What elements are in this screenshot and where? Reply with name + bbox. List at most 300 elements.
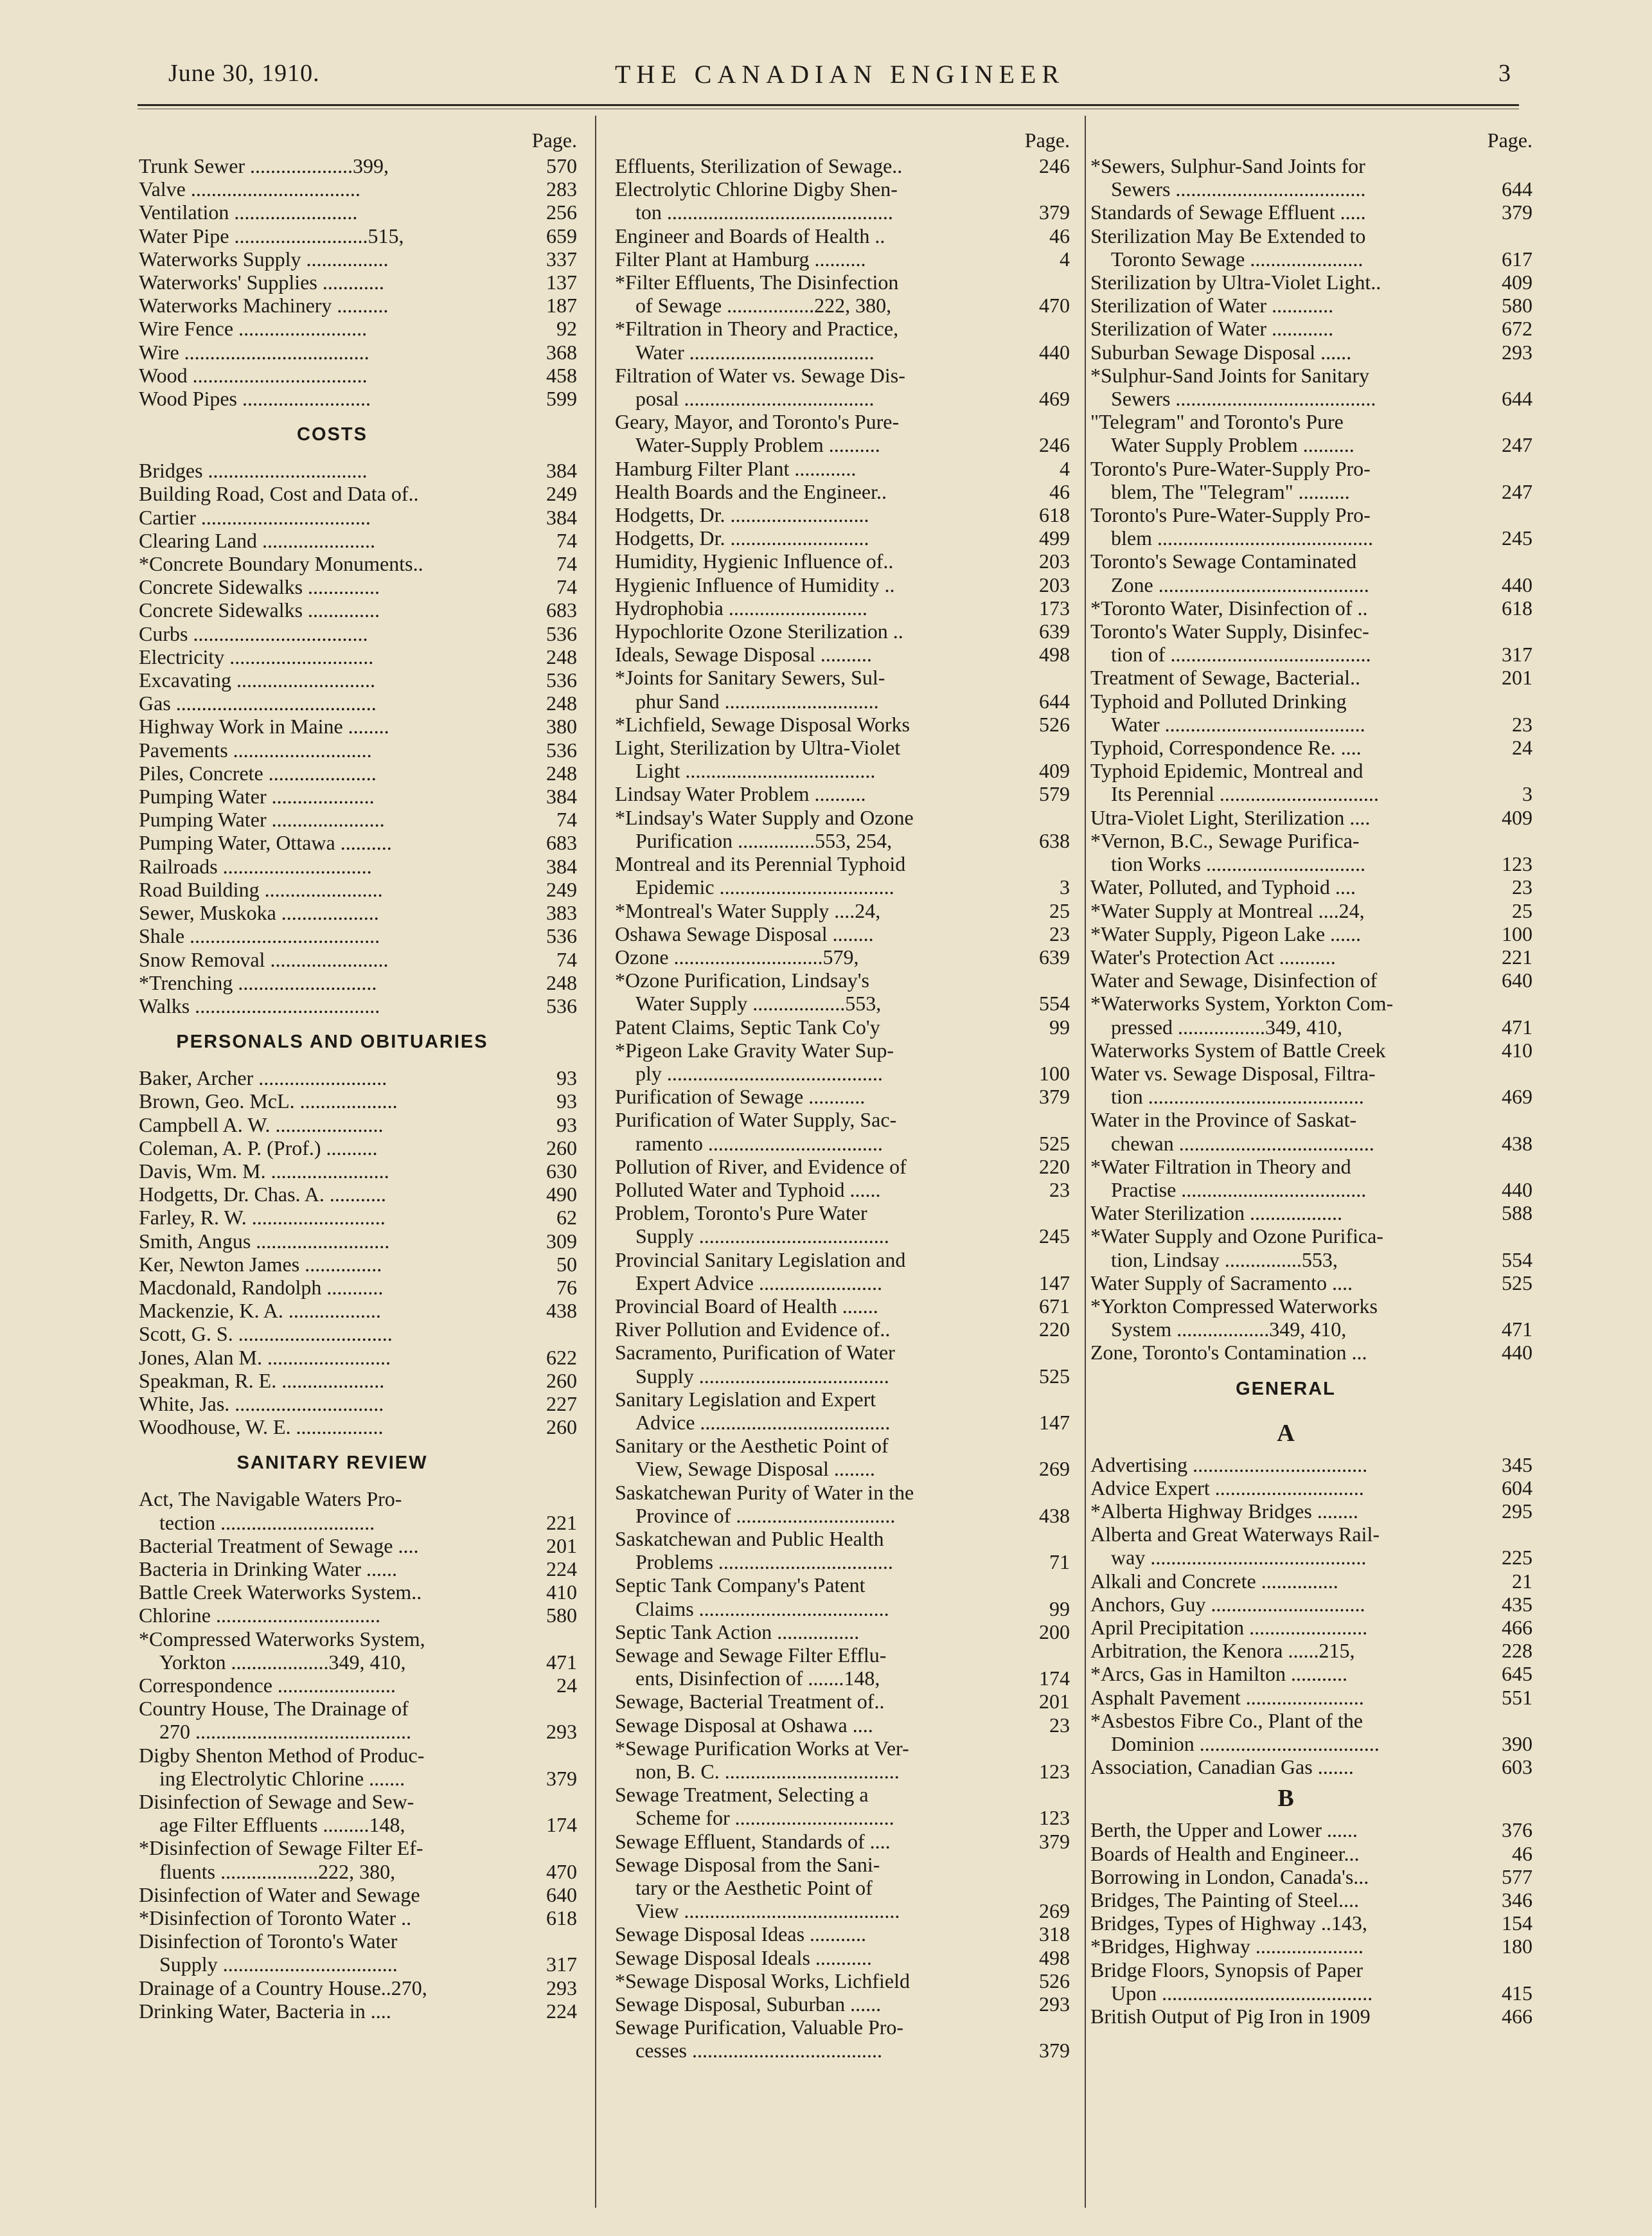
index-entry	[1090, 1453, 1532, 1476]
entry-page-number: 224	[546, 1999, 577, 2023]
entry-text: age Filter Effluents .........148,	[139, 1813, 405, 1837]
index-entry	[1090, 736, 1532, 759]
entry-page-number: 440	[1039, 340, 1070, 364]
entry-page-number: 224	[546, 1557, 577, 1580]
entry-text: Sewage Treatment, Selecting a	[615, 1783, 869, 1807]
entry-text: Supply ..................................	[139, 1953, 398, 1976]
entry-text: Problem, Toronto's Pure Water	[615, 1201, 867, 1225]
entry-page-number: 644	[1502, 177, 1532, 201]
entry-page-number: 260	[546, 1368, 577, 1392]
index-entry	[139, 1206, 577, 1229]
entry-page-number: 123	[1502, 852, 1532, 876]
entry-text: Valve .................................	[139, 177, 360, 201]
entry-page-number: 174	[1039, 1667, 1070, 1690]
entry-text: tection ..............................	[139, 1510, 375, 1534]
index-entry	[139, 247, 577, 271]
entry-page-number: 245	[1502, 526, 1532, 550]
entry-page-number: 293	[546, 1976, 577, 1999]
index-entry	[1090, 922, 1532, 945]
index-entry	[139, 1183, 577, 1206]
entry-text: Sewers .....................................	[1090, 177, 1366, 201]
index-entry	[1090, 247, 1532, 271]
entry-text: Hygienic Influence of Humidity ..	[615, 573, 895, 596]
entry-text: *Water Filtration in Theory and	[1090, 1154, 1351, 1178]
entry-page-number: 659	[546, 224, 577, 247]
entry-page-number: 640	[1502, 969, 1532, 992]
entry-text: Drainage of a Country House..270,	[139, 1976, 427, 1999]
entry-page-number: 415	[1502, 1981, 1532, 2005]
entry-text: Health Boards and the Engineer..	[615, 479, 887, 503]
entry-text: Pavements ...........................	[139, 738, 372, 762]
index-entry	[615, 1481, 1070, 1504]
index-entry	[615, 224, 1070, 247]
entry-page-number: 525	[1039, 1131, 1070, 1155]
index-entry	[139, 1883, 577, 1906]
entry-page-number: 62	[556, 1206, 577, 1230]
index-entry	[139, 901, 577, 924]
entry-page-number: 99	[1049, 1015, 1070, 1039]
index-entry	[139, 341, 577, 364]
index-entry	[615, 1504, 1070, 1527]
entry-text: Hodgetts, Dr. ...........................	[615, 503, 869, 527]
index-entry	[1090, 1709, 1532, 1732]
letter-heading: B	[1277, 1785, 1294, 1812]
index-entry	[139, 855, 577, 878]
entry-text: Saskatchewan and Public Health	[615, 1526, 884, 1550]
entry-page-number: 599	[546, 387, 577, 411]
entry-text: tary or the Aesthetic Point of	[615, 1876, 873, 1900]
index-entry	[615, 341, 1070, 364]
entry-text: Coleman, A. P. (Prof.) ..........	[139, 1136, 378, 1159]
section-heading: PERSONALS AND OBITUARIES	[176, 1032, 488, 1053]
entry-text: Woodhouse, W. E. .................	[139, 1415, 384, 1439]
index-entry	[615, 1760, 1070, 1783]
entry-text: Battle Creek Waterworks System..	[139, 1580, 422, 1604]
index-column-3	[1090, 126, 1532, 2208]
index-entry	[139, 1534, 577, 1557]
index-entry	[615, 875, 1070, 899]
entry-text: Ozone .............................579,	[615, 945, 859, 969]
index-entry	[1090, 1888, 1532, 1911]
entry-page-number: 618	[1502, 596, 1532, 620]
index-entry	[615, 1388, 1070, 1411]
entry-text: Digby Shenton Method of Produc-	[139, 1743, 425, 1767]
index-entry	[139, 1487, 577, 1510]
entry-page-number: 318	[1039, 1922, 1070, 1946]
index-entry	[615, 480, 1070, 503]
index-entry	[1090, 480, 1532, 503]
index-entry	[615, 1224, 1070, 1248]
entry-page-number: 137	[546, 271, 577, 294]
entry-page-number: 526	[1039, 712, 1070, 736]
index-entry	[139, 1627, 577, 1650]
entry-page-number: 580	[1502, 294, 1532, 318]
entry-page-number: 200	[1039, 1620, 1070, 1643]
index-entry	[139, 224, 577, 247]
entry-text: cesses .....................................	[615, 2039, 882, 2062]
index-entry	[139, 1744, 577, 1767]
index-entry	[615, 992, 1070, 1015]
index-entry	[139, 831, 577, 854]
entry-page-number: 147	[1039, 1271, 1070, 1294]
entry-text: *Filter Effluents, The Disinfection	[615, 271, 899, 294]
entry-page-number: 180	[1502, 1935, 1532, 1958]
entry-text: *Sewers, Sulphur-Sand Joints for	[1090, 154, 1365, 177]
entry-text: Claims .....................................	[615, 1597, 889, 1620]
entry-text: way ..........................................	[1090, 1546, 1367, 1570]
index-entry	[1090, 1755, 1532, 1778]
index-entry	[139, 177, 577, 201]
index-entry	[1090, 1865, 1532, 1888]
entry-text: Pumping Water, Ottawa ..........	[139, 831, 392, 855]
index-entry	[615, 1922, 1070, 1945]
entry-text: non, B. C. ..................................	[615, 1760, 900, 1784]
index-entry	[139, 1860, 577, 1883]
entry-page-number: 3	[1522, 782, 1532, 806]
entry-text: Mackenzie, K. A. ..................	[139, 1299, 381, 1323]
entry-page-number: 622	[546, 1345, 577, 1369]
index-entry	[615, 1364, 1070, 1388]
entry-page-number: 409	[1502, 805, 1532, 829]
entry-text: Wood Pipes .........................	[139, 387, 371, 411]
index-entry	[615, 387, 1070, 410]
entry-text: Sewage Disposal Ideas ...........	[615, 1922, 867, 1946]
entry-text: April Precipitation .......................	[1090, 1615, 1368, 1639]
entry-page-number: 577	[1502, 1865, 1532, 1888]
entry-page-number: 536	[546, 668, 577, 692]
entry-page-number: 93	[556, 1066, 577, 1090]
entry-text: *Asbestos Fibre Co., Plant of the	[1090, 1708, 1363, 1732]
entry-page-number: 74	[556, 575, 577, 599]
entry-page-number: 603	[1502, 1755, 1532, 1779]
index-entry	[615, 550, 1070, 573]
entry-text: *Lichfield, Sewage Disposal Works	[615, 712, 910, 736]
entry-page-number: 260	[546, 1415, 577, 1439]
entry-text: Sanitary or the Aesthetic Point of	[615, 1434, 889, 1458]
index-entry	[139, 1906, 577, 1929]
index-entry	[139, 1813, 577, 1836]
index-entry	[139, 1720, 577, 1743]
entry-text: Advice Expert .............................	[1090, 1476, 1364, 1499]
entry-page-number: 379	[1039, 2039, 1070, 2062]
entry-text: Septic Tank Company's Patent	[615, 1573, 866, 1597]
entry-text: Jones, Alan M. ........................	[139, 1345, 391, 1369]
entry-page-number: 604	[1502, 1476, 1532, 1499]
entry-text: Toronto's Pure-Water-Supply Pro-	[1090, 503, 1371, 527]
entry-page-number: 248	[546, 970, 577, 994]
entry-text: Disinfection of Toronto's Water	[139, 1929, 398, 1953]
entry-page-number: 293	[1502, 340, 1532, 364]
index-entry	[1090, 1062, 1532, 1085]
entry-text: Wire ....................................	[139, 340, 369, 364]
entry-text: *Sewage Purification Works at Ver-	[615, 1736, 909, 1760]
entry-text: ents, Disinfection of .......148,	[615, 1667, 880, 1690]
entry-page-number: 4	[1060, 456, 1070, 480]
entry-text: *Sulphur-Sand Joints for Sanitary	[1090, 363, 1369, 387]
index-entry	[139, 1953, 577, 1976]
index-entry	[1090, 1132, 1532, 1155]
entry-text: Problems ..................................	[615, 1550, 893, 1574]
entry-page-number: 644	[1502, 387, 1532, 411]
index-entry	[1090, 550, 1532, 573]
entry-text: Waterworks' Supplies ............	[139, 271, 384, 294]
entry-text: Disinfection of Sewage and Sew-	[139, 1790, 414, 1813]
entry-page-number: 283	[546, 177, 577, 201]
entry-page-number: 317	[1502, 643, 1532, 666]
entry-page-number: 379	[1039, 201, 1070, 224]
column-divider-2	[1085, 116, 1086, 2208]
index-entry	[1090, 1958, 1532, 1981]
index-entry	[139, 1136, 577, 1159]
index-entry	[615, 596, 1070, 620]
entry-page-number: 203	[1039, 573, 1070, 596]
index-entry	[139, 506, 577, 529]
index-entry	[1090, 875, 1532, 899]
index-entry	[1090, 1911, 1532, 1935]
entry-page-number: 384	[546, 854, 577, 878]
entry-text: Water Supply ..................553,	[615, 992, 882, 1015]
entry-text: Typhoid and Polluted Drinking	[1090, 689, 1347, 713]
index-entry	[1090, 224, 1532, 247]
section-heading: SANITARY REVIEW	[236, 1453, 428, 1474]
entry-page-number: 379	[1039, 1085, 1070, 1109]
entry-text: Waterworks Supply ................	[139, 247, 389, 271]
entry-page-number: 248	[546, 692, 577, 715]
entry-text: Gas .......................................	[139, 692, 377, 715]
entry-text: Utra-Violet Light, Sterilization ....	[1090, 805, 1371, 829]
entry-text: Provincial Board of Health .......	[615, 1294, 878, 1318]
entry-text: Chlorine ................................	[139, 1604, 380, 1627]
entry-text: *Concrete Boundary Monuments..	[139, 552, 423, 576]
entry-text: Curbs ..................................	[139, 622, 368, 645]
index-entry	[139, 1299, 577, 1322]
index-entry	[615, 317, 1070, 340]
entry-text: Sewage Effluent, Standards of ....	[615, 1829, 891, 1853]
entry-page-number: 21	[1512, 1569, 1532, 1593]
index-entry	[1090, 1546, 1532, 1569]
index-entry	[1090, 1248, 1532, 1271]
index-entry	[1090, 317, 1532, 340]
entry-text: Effluents, Sterilization of Sewage..	[615, 154, 903, 177]
entry-text: Borrowing in London, Canada's...	[1090, 1865, 1369, 1888]
index-entry	[615, 899, 1070, 922]
entry-page-number: 438	[1502, 1131, 1532, 1155]
index-entry	[615, 1015, 1070, 1039]
index-entry	[1090, 1593, 1532, 1616]
entry-text: Building Road, Cost and Data of..	[139, 482, 419, 506]
index-entry	[615, 177, 1070, 201]
entry-text: 270 ..........................................	[139, 1720, 411, 1744]
index-entry	[1090, 1662, 1532, 1685]
index-entry	[1090, 1842, 1532, 1865]
index-entry	[139, 154, 577, 177]
index-entry	[1090, 1616, 1532, 1639]
entry-text: Highway Work in Maine ........	[139, 715, 389, 738]
entry-text: Clearing Land ......................	[139, 528, 375, 552]
entry-text: Correspondence .......................	[139, 1673, 396, 1697]
entry-text: *Vernon, B.C., Sewage Purifica-	[1090, 828, 1360, 852]
entry-text: Concrete Sidewalks ..............	[139, 575, 380, 599]
entry-page-number: 187	[546, 294, 577, 318]
entry-page-number: 123	[1039, 1760, 1070, 1784]
index-entry	[615, 1899, 1070, 1922]
index-entry	[139, 294, 577, 317]
entry-text: Berth, the Upper and Lower ......	[1090, 1818, 1358, 1842]
entry-text: Asphalt Pavement .......................	[1090, 1685, 1364, 1709]
entry-text: Sewers .......................................	[1090, 387, 1376, 411]
index-entry	[1090, 1341, 1532, 1364]
entry-page-number: 203	[1039, 550, 1070, 573]
index-entry	[139, 645, 577, 668]
entry-text: Provincial Sanitary Legislation and	[615, 1248, 906, 1271]
index-entry	[615, 154, 1070, 177]
entry-page-number: 638	[1039, 828, 1070, 852]
entry-text: *Ozone Purification, Lindsay's	[615, 969, 869, 992]
entry-text: Pumping Water ......................	[139, 808, 385, 832]
entry-page-number: 201	[1502, 666, 1532, 690]
index-entry	[1090, 690, 1532, 713]
index-entry	[139, 715, 577, 738]
index-entry	[615, 1155, 1070, 1178]
entry-text: *Compressed Waterworks System,	[139, 1627, 425, 1650]
index-entry	[139, 387, 577, 410]
entry-text: Hodgetts, Dr. Chas. A. ...........	[139, 1183, 386, 1206]
index-entry	[1090, 1318, 1532, 1341]
entry-page-number: 24	[1512, 736, 1532, 760]
entry-page-number: 246	[1039, 433, 1070, 457]
entry-page-number: 471	[546, 1650, 577, 1674]
index-entry	[615, 1085, 1070, 1108]
entry-page-number: 123	[1039, 1806, 1070, 1830]
entry-page-number: 410	[1502, 1038, 1532, 1062]
index-entry	[139, 201, 577, 224]
index-entry	[615, 1573, 1070, 1597]
index-column-2	[615, 126, 1070, 2208]
index-entry	[1090, 1732, 1532, 1755]
entry-page-number: 46	[1049, 479, 1070, 503]
entry-text: Ideals, Sewage Disposal ..........	[615, 643, 872, 666]
entry-text: Drinking Water, Bacteria in ....	[139, 1999, 391, 2023]
index-entry	[615, 1108, 1070, 1131]
entry-text: Water and Sewage, Disinfection of	[1090, 969, 1378, 992]
entry-page-number: 221	[1502, 945, 1532, 969]
entry-text: Trunk Sewer ....................399,	[139, 154, 389, 177]
entry-page-number: 247	[1502, 479, 1532, 503]
entry-text: Scheme for ...............................	[615, 1806, 894, 1830]
index-entry	[139, 1674, 577, 1697]
entry-page-number: 536	[546, 924, 577, 948]
index-entry	[139, 808, 577, 831]
index-entry	[139, 668, 577, 692]
entry-text: White, Jas. .............................	[139, 1391, 384, 1415]
index-entry	[615, 294, 1070, 317]
entry-text: Sewer, Muskoka ...................	[139, 901, 379, 925]
index-entry	[1090, 503, 1532, 526]
entry-text: Bridges, The Painting of Steel....	[1090, 1888, 1360, 1912]
entry-text: Sterilization by Ultra-Violet Light..	[1090, 271, 1381, 294]
index-entry	[1090, 899, 1532, 922]
entry-page-number: 260	[546, 1136, 577, 1159]
entry-page-number: 256	[546, 201, 577, 224]
entry-page-number: 536	[546, 738, 577, 762]
entry-text: British Output of Pig Iron in 1909	[1090, 2005, 1371, 2028]
entry-text: phur Sand ..............................	[615, 689, 879, 713]
entry-text: Standards of Sewage Effluent .....	[1090, 201, 1366, 224]
entry-page-number: 249	[546, 877, 577, 901]
index-entry	[139, 1159, 577, 1183]
index-entry	[615, 433, 1070, 456]
entry-text: tion ..........................................	[1090, 1085, 1364, 1109]
entry-text: Advertising ..................................	[1090, 1453, 1368, 1476]
index-entry	[139, 878, 577, 901]
entry-text: Alberta and Great Waterways Rail-	[1090, 1523, 1380, 1546]
index-entry	[139, 1276, 577, 1299]
entry-text: Excavating ...........................	[139, 668, 375, 692]
entry-text: Its Perennial ...............................	[1090, 782, 1379, 806]
index-entry	[615, 782, 1070, 805]
index-entry	[615, 1550, 1070, 1573]
entry-text: *Sewage Disposal Works, Lichfield	[615, 1969, 910, 1992]
entry-text: Macdonald, Randolph ...........	[139, 1275, 384, 1299]
entry-text: Sewage and Sewage Filter Efflu-	[615, 1643, 887, 1667]
entry-page-number: 379	[546, 1766, 577, 1790]
index-entry	[139, 692, 577, 715]
index-entry	[1090, 201, 1532, 224]
entry-page-number: 46	[1512, 1841, 1532, 1865]
index-entry	[615, 1876, 1070, 1899]
index-entry	[1090, 1523, 1532, 1546]
page-number: 3	[1498, 60, 1511, 87]
entry-page-number: 221	[546, 1510, 577, 1534]
entry-page-number: 93	[556, 1113, 577, 1136]
entry-text: Waterworks Machinery ..........	[139, 294, 389, 318]
entry-page-number: 23	[1512, 875, 1532, 899]
entry-page-number: 469	[1039, 387, 1070, 411]
entry-page-number: 438	[1039, 1503, 1070, 1527]
index-entry	[1090, 1935, 1532, 1958]
entry-text: Walks ....................................	[139, 994, 380, 1017]
index-entry	[139, 1066, 577, 1089]
entry-text: Disinfection of Water and Sewage	[139, 1883, 420, 1906]
entry-page-number: 525	[1502, 1271, 1532, 1294]
index-entry	[1090, 1570, 1532, 1593]
index-entry	[615, 1667, 1070, 1690]
entry-page-number: 471	[1502, 1015, 1532, 1039]
entry-text: Lindsay Water Problem ..........	[615, 782, 866, 806]
entry-page-number: 293	[546, 1720, 577, 1744]
entry-page-number: 683	[546, 598, 577, 622]
entry-text: tion of .......................................	[1090, 643, 1371, 666]
index-entry	[615, 1271, 1070, 1294]
index-entry	[139, 1113, 577, 1136]
entry-page-number: 384	[546, 505, 577, 529]
index-entry	[1090, 1178, 1532, 1201]
entry-text: Sacramento, Purification of Water	[615, 1341, 895, 1364]
entry-text: Water vs. Sewage Disposal, Filtra-	[1090, 1061, 1376, 1085]
index-entry	[615, 620, 1070, 643]
index-entry	[615, 1597, 1070, 1620]
entry-text: *Water Supply at Montreal ....24,	[1090, 899, 1365, 922]
index-entry	[615, 1969, 1070, 1992]
entry-page-number: 644	[1039, 689, 1070, 713]
entry-text: Waterworks System of Battle Creek	[1090, 1038, 1386, 1062]
entry-text: ramento ..................................	[615, 1131, 883, 1155]
index-entry	[615, 829, 1070, 852]
entry-page-number: 248	[546, 761, 577, 785]
entry-text: Ventilation ........................	[139, 201, 358, 224]
index-entry	[139, 1511, 577, 1534]
entry-page-number: 630	[546, 1159, 577, 1183]
